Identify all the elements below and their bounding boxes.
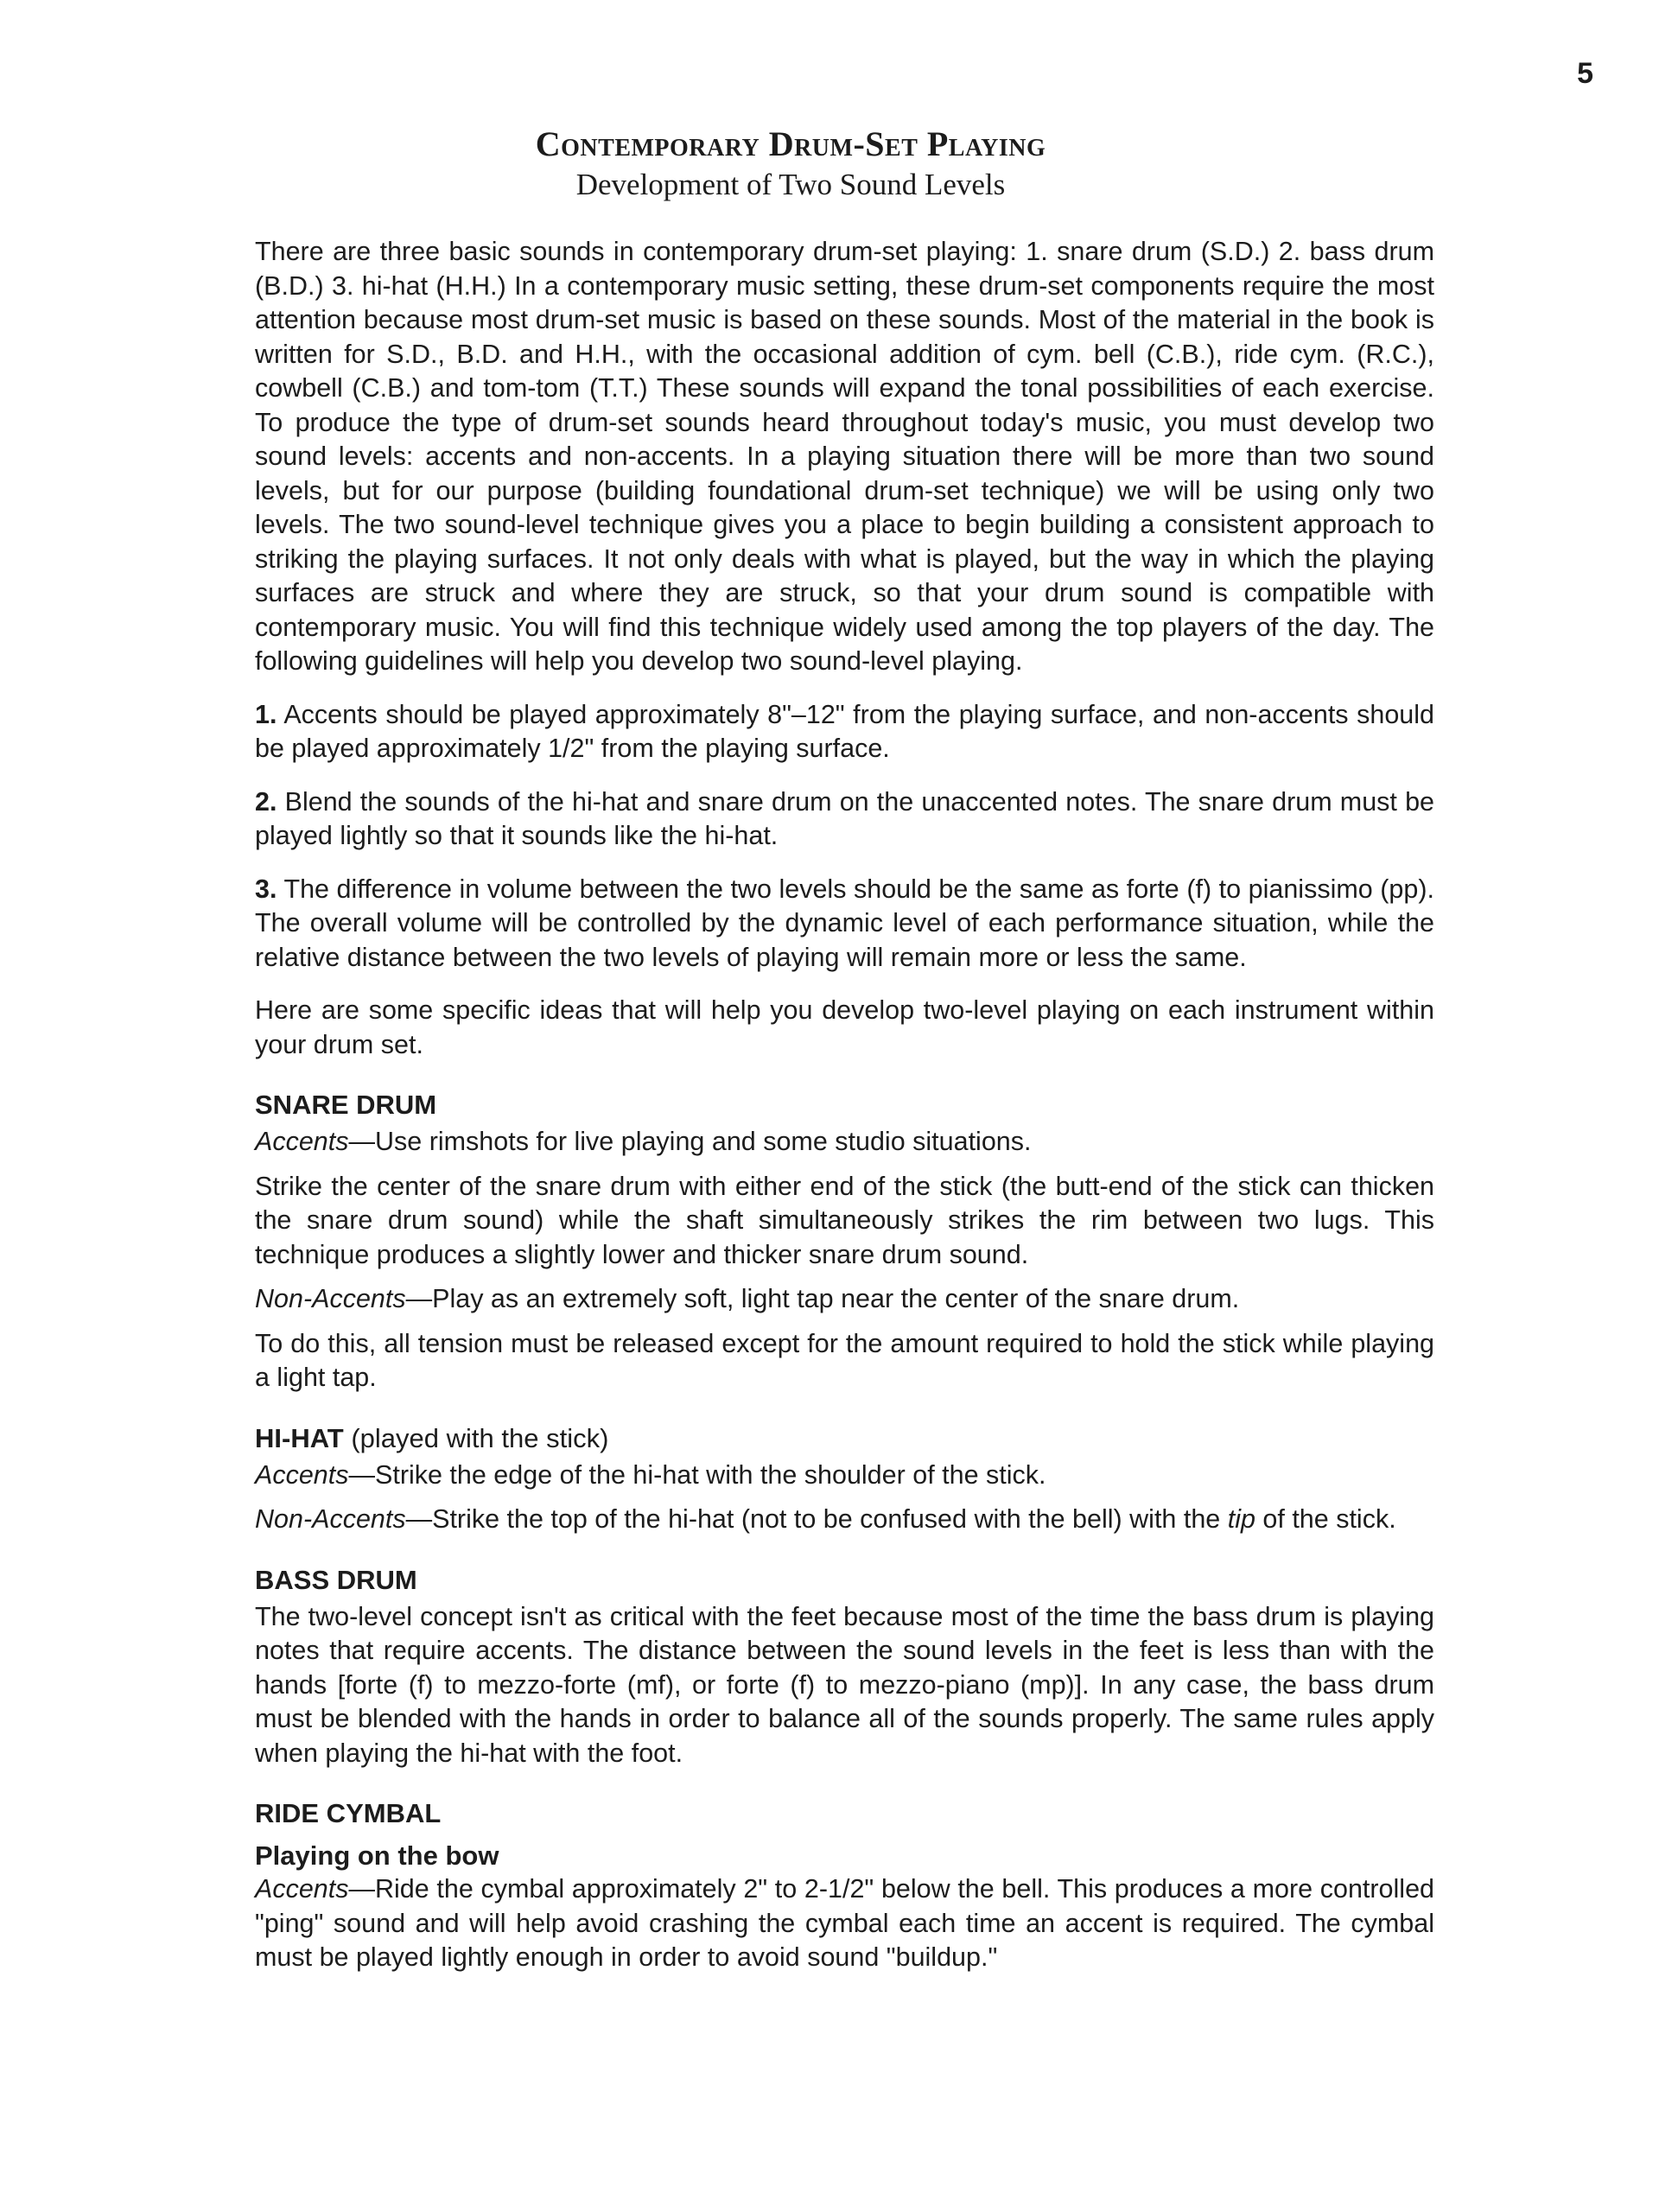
title-block: [0, 123, 1581, 204]
hi-hat-heading-paren: (played with the stick): [343, 1422, 609, 1453]
accents-label: Accents: [255, 1874, 349, 1904]
non-accents-text-end: of the stick.: [1255, 1504, 1396, 1534]
guideline-text: Blend the sounds of the hi-hat and snare drum on the unaccented notes. The snare drum must be played lightly so that it sounds like the hi-hat.: [255, 786, 1434, 850]
ride-cymbal-heading: RIDE CYMBAL: [255, 1798, 442, 1828]
accents-text: —Ride the cymbal approximately 2" to 2-1/2" below the bell. This produces a more controlled "ping" sound and will help avoid crashing the cymbal each time an accent is required. The cymbal must be played lightly enough in order to avoid sound "buildup.": [255, 1874, 1434, 1972]
non-accents-label: Non-Accents: [255, 1504, 406, 1534]
page-number: 5: [1577, 57, 1593, 90]
hi-hat-heading: [255, 1421, 1434, 1455]
non-accents-text: —Strike the top of the hi-hat (not to be confused with the bell) with the: [405, 1504, 1228, 1534]
guideline-number: 3.: [255, 874, 277, 904]
non-accents-text: —Play as an extremely soft, light tap near the center of the snare drum.: [405, 1284, 1240, 1313]
ideas-intro: Here are some specific ideas that will help you develop two-level playing on each instrument within your drum set.: [255, 995, 1434, 1059]
intro-paragraph: There are three basic sounds in contemporary drum-set playing: 1. snare drum (S.D.) 2. bass drum (B.D.) 3. hi-hat (H.H.) In a contemporary music setting, these drum-set components require the most attention because most drum-set music is based on these sounds. Most of the material in the book is written for S.D., B.D. and H.H., with the occasional addition of cym. bell (C.B.), ride cym. (R.C.), cowbell (C.B.) and tom-tom (T.T.) These sounds will expand the tonal possibilities of each exercise. To produce the type of drum-set sounds heard throughout today's music, you must develop two sound levels: accents and non-accents. In a playing situation there will be more than two sound levels, but for our purpose (building foundational drum-set technique) we will be using only two levels. The two sound-level technique gives you a place to begin building a consistent approach to striking the playing surfaces. It not only deals with what is played, but the way in which the playing surfaces are struck and where they are struck, so that your drum sound is compatible with contemporary music. You will find this technique widely used among the top players of the day. The following guidelines will help you develop two sound-level playing.: [255, 237, 1434, 676]
guideline-text: The difference in volume between the two levels should be the same as forte (f) to pianissimo (pp). The overall volume will be controlled by the dynamic level of each performance situation, while the relative distance between the two levels of playing will remain more or less the same.: [255, 874, 1434, 972]
hi-hat-non-accents: [255, 1503, 1434, 1537]
snare-accents-detail: Strike the center of the snare drum with either end of the stick (the butt-end of the stick can thicken the snare drum sound) while the shaft simultaneously strikes the rim between two lugs. This technique produces a slightly lower and thicker snare drum sound.: [255, 1171, 1434, 1269]
guideline-2: [255, 785, 1434, 854]
guideline-number: 1.: [255, 699, 277, 729]
snare-non-accents-detail: To do this, all tension must be released except for the amount required to hold the stick while playing a light tap.: [255, 1328, 1434, 1392]
accents-text: —Use rimshots for live playing and some studio situations.: [348, 1127, 1032, 1156]
accents-label: Accents: [255, 1127, 349, 1156]
accents-text: —Strike the edge of the hi-hat with the shoulder of the stick.: [348, 1459, 1046, 1490]
snare-drum-heading: SNARE DRUM: [255, 1090, 437, 1120]
non-accents-label: Non-Accents: [255, 1284, 406, 1313]
guideline-3: [255, 873, 1434, 976]
snare-accents: [255, 1125, 1434, 1160]
hi-hat-accents: [255, 1459, 1434, 1493]
tip-word: tip: [1227, 1504, 1255, 1534]
ride-bow-subheading: Playing on the bow: [255, 1840, 499, 1871]
ride-accents: [255, 1872, 1434, 1975]
hi-hat-heading-main: HI-HAT: [255, 1422, 344, 1453]
page-title: Contemporary Drum-Set Playing: [535, 124, 1046, 163]
page-subtitle: Development of Two Sound Levels: [575, 168, 1006, 201]
bass-drum-text: The two-level concept isn't as critical with the feet because most of the time the bass drum is playing notes that require accents. The distance between the sound levels in the feet is less than with the hands [forte (f) to mezzo-forte (mf), or forte (f) to mezzo-piano (mp)]. In any case, the bass drum must be blended with the hands in order to balance all of the sounds properly. The same rules apply when playing the hi-hat with the foot.: [255, 1601, 1434, 1768]
guideline-1: [255, 698, 1434, 766]
guideline-number: 2.: [255, 786, 277, 817]
accents-label: Accents: [255, 1459, 349, 1490]
bass-drum-heading: BASS DRUM: [255, 1564, 417, 1595]
snare-non-accents: [255, 1282, 1434, 1317]
article-body: [255, 235, 1434, 1975]
guideline-text: Accents should be played approximately 8"–12" from the playing surface, and non-accents should be played approximately 1/2" from the playing surface.: [255, 699, 1434, 763]
